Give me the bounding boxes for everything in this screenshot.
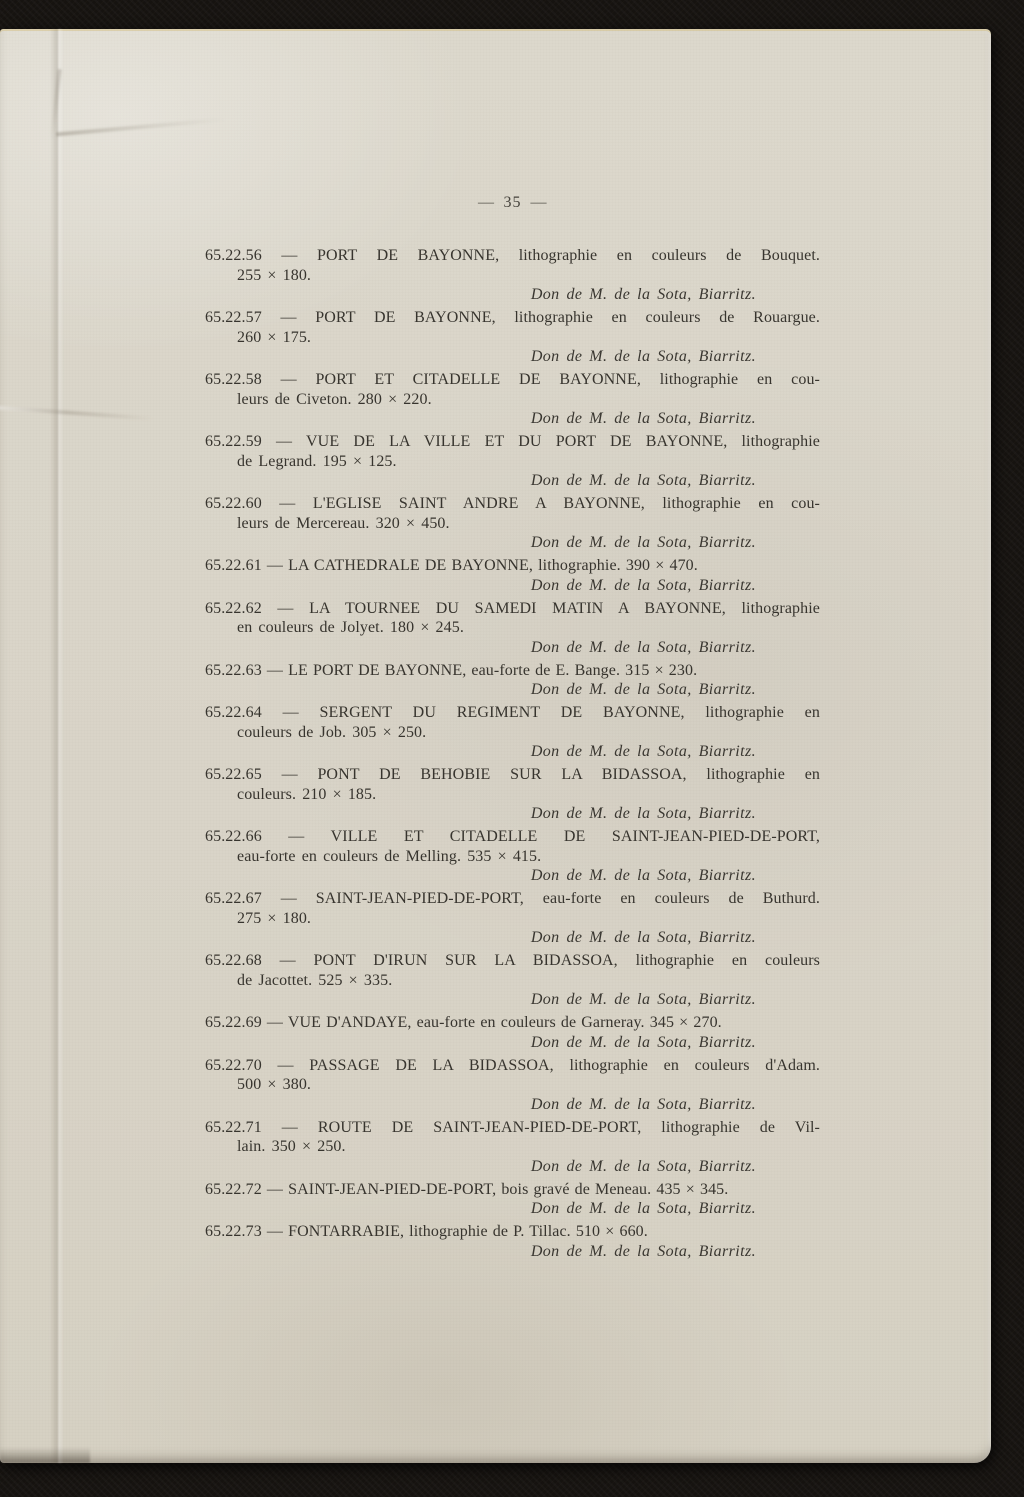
catalog-entry (205, 1222, 820, 1261)
entry-description: LE PORT DE BAYONNE, eau-forte de E. Bange. 315 × 230. (288, 661, 698, 679)
entry-credit: Don de M. de la Sota, Biarritz. (530, 1200, 756, 1217)
entry-number: 65.22.67 (205, 890, 262, 907)
entry-separator: — (261, 890, 316, 907)
entry-description: PORT DE BAYONNE, lithographie en couleurs de Rouargue. (315, 309, 820, 326)
entry-credit: Don de M. de la Sota, Biarritz. (530, 1242, 756, 1260)
entry-continuation-line: en couleurs de Jolyet. 180 × 245. (237, 619, 464, 636)
entry-number: 65.22.71 (205, 1118, 262, 1136)
entry-separator: — (261, 1118, 318, 1136)
entry-continuation-line: 500 × 380. (237, 1076, 312, 1093)
entry-first-line (205, 661, 820, 681)
entry-separator: — (261, 557, 289, 574)
entry-separator: — (261, 766, 318, 783)
entry-number: 65.22.56 (205, 247, 262, 264)
entry-credit: Don de M. de la Sota, Biarritz. (530, 929, 756, 946)
catalog-entry (205, 432, 820, 491)
entry-separator: — (261, 433, 307, 450)
entry-number: 65.22.57 (205, 309, 262, 326)
entry-credit: Don de M. de la Sota, Biarritz. (530, 743, 756, 760)
entry-description: L'EGLISE SAINT ANDRE A BAYONNE, lithographie en cou- (312, 495, 820, 512)
entry-first-line (205, 1013, 820, 1033)
entry-separator: — (261, 1180, 289, 1198)
entry-description: PASSAGE DE LA BIDASSOA, lithographie en couleurs d'Adam. (309, 1056, 820, 1074)
entry-first-line (205, 599, 820, 619)
catalog-entry (205, 370, 820, 429)
entry-credit: Don de M. de la Sota, Biarritz. (530, 1095, 756, 1113)
entry-separator: — (261, 309, 316, 326)
entry-first-line (205, 556, 820, 576)
entry-number: 65.22.61 (205, 557, 262, 574)
paper-crease-diagonal-middle (0, 405, 154, 420)
entry-separator: — (261, 704, 320, 721)
entry-number: 65.22.63 (205, 661, 262, 679)
entry-continuation-line: leurs de Mercereau. 320 × 450. (237, 514, 450, 532)
header-dash-left: — (478, 194, 495, 211)
entry-description: SERGENT DU REGIMENT DE BAYONNE, lithographie en (319, 704, 820, 721)
paper-crease-vertical (50, 29, 64, 1463)
entry-number: 65.22.59 (205, 433, 262, 450)
entry-number: 65.22.69 (205, 1014, 262, 1031)
entry-continuation-line: leurs de Civeton. 280 × 220. (237, 390, 432, 408)
entry-first-line (205, 1056, 820, 1076)
entry-credit: Don de M. de la Sota, Biarritz. (530, 576, 756, 594)
entry-description: LA CATHEDRALE DE BAYONNE, lithographie. 390 × 470. (288, 557, 698, 574)
entry-description: PONT D'IRUN SUR LA BIDASSOA, lithographie en couleurs (313, 952, 820, 969)
entry-first-line (205, 1222, 820, 1242)
entry-continuation-line: couleurs de Job. 305 × 250. (237, 723, 427, 741)
entry-continuation-line: de Jacottet. 525 × 335. (237, 971, 393, 989)
catalog-entry (205, 889, 820, 948)
entry-description: VILLE ET CITADELLE DE SAINT-JEAN-PIED-DE-PORT, (330, 828, 820, 845)
entry-description: PONT DE BEHOBIE SUR LA BIDASSOA, lithographie en (317, 766, 820, 783)
entry-continuation-line: 255 × 180. (237, 266, 312, 284)
entry-credit: Don de M. de la Sota, Biarritz. (530, 805, 756, 822)
page-stack-edge (980, 31, 991, 1457)
header-dash-right: — (530, 194, 547, 211)
entry-credit: Don de M. de la Sota, Biarritz. (530, 1033, 756, 1051)
entry-number: 65.22.70 (205, 1056, 262, 1074)
entry-separator: — (261, 495, 313, 512)
entry-first-line (205, 1118, 820, 1138)
entry-credit: Don de M. de la Sota, Biarritz. (530, 991, 756, 1008)
entry-first-line (205, 494, 820, 514)
catalog-entries (205, 246, 820, 1261)
entry-separator: — (261, 1014, 288, 1031)
entry-number: 65.22.68 (205, 952, 262, 969)
entry-description: SAINT-JEAN-PIED-DE-PORT, bois gravé de Meneau. 435 × 345. (288, 1180, 729, 1198)
entry-first-line (205, 703, 820, 723)
entry-continuation-line: lain. 350 × 250. (237, 1138, 346, 1155)
entry-separator: — (261, 247, 317, 264)
entry-continuation-line: de Legrand. 195 × 125. (237, 452, 397, 470)
entry-credit: Don de M. de la Sota, Biarritz. (530, 472, 756, 489)
catalog-entry (205, 1056, 820, 1115)
entry-first-line (205, 889, 820, 909)
entry-continuation-line: couleurs. 210 × 185. (237, 785, 377, 803)
entry-first-line (205, 1180, 820, 1200)
catalog-entry (205, 1013, 820, 1052)
page-bottom-shadow (0, 1447, 90, 1463)
entry-separator: — (261, 661, 289, 679)
entry-separator: — (261, 371, 316, 388)
entry-credit: Don de M. de la Sota, Biarritz. (530, 638, 756, 656)
entry-number: 65.22.73 (205, 1223, 262, 1240)
entry-description: FONTARRABIE, lithographie de P. Tillac. 510 × 660. (288, 1223, 648, 1240)
entry-description: ROUTE DE SAINT-JEAN-PIED-DE-PORT, lithographie de Vil- (317, 1118, 820, 1136)
entry-number: 65.22.58 (205, 371, 262, 388)
catalog-entry (205, 556, 820, 595)
catalog-entry (205, 703, 820, 762)
page-number-header (205, 193, 820, 213)
entry-number: 65.22.60 (205, 495, 262, 512)
entry-first-line (205, 370, 820, 390)
catalog-entry (205, 599, 820, 658)
entry-number: 65.22.66 (205, 828, 262, 845)
entry-credit: Don de M. de la Sota, Biarritz. (530, 534, 756, 551)
entry-separator: — (261, 1056, 310, 1074)
entry-first-line (205, 765, 820, 785)
catalog-entry (205, 246, 820, 305)
catalog-entry (205, 1180, 820, 1219)
entry-separator: — (261, 599, 310, 617)
entry-separator: — (261, 828, 331, 845)
entry-description: SAINT-JEAN-PIED-DE-PORT, eau-forte en couleurs de Buthurd. (315, 890, 820, 907)
entry-credit: Don de M. de la Sota, Biarritz. (530, 681, 756, 698)
entry-credit: Don de M. de la Sota, Biarritz. (530, 410, 756, 427)
entry-first-line (205, 951, 820, 971)
entry-credit: Don de M. de la Sota, Biarritz. (530, 348, 756, 365)
entry-number: 65.22.72 (205, 1180, 262, 1198)
entry-description: PORT ET CITADELLE DE BAYONNE, lithographie en cou- (315, 371, 820, 388)
page-number: 35 (503, 194, 522, 211)
catalog-entry (205, 308, 820, 367)
page-content (205, 193, 820, 1265)
catalog-entry (205, 494, 820, 553)
entry-separator: — (261, 952, 314, 969)
entry-description: VUE D'ANDAYE, eau-forte en couleurs de Garneray. 345 × 270. (287, 1014, 722, 1031)
catalog-entry (205, 827, 820, 886)
entry-credit: Don de M. de la Sota, Biarritz. (530, 286, 756, 303)
catalog-entry (205, 1118, 820, 1177)
catalog-entry (205, 951, 820, 1010)
catalog-entry (205, 765, 820, 824)
paper-crease-diagonal-top (56, 118, 226, 137)
entry-first-line (205, 827, 820, 847)
entry-number: 65.22.64 (205, 704, 262, 721)
entry-description: PORT DE BAYONNE, lithographie en couleurs de Bouquet. (316, 247, 820, 264)
entry-number: 65.22.65 (205, 766, 262, 783)
catalog-entry (205, 661, 820, 700)
entry-separator: — (261, 1223, 289, 1240)
entry-number: 65.22.62 (205, 599, 262, 617)
entry-description: VUE DE LA VILLE ET DU PORT DE BAYONNE, lithographie (306, 433, 821, 450)
entry-continuation-line: 260 × 175. (237, 328, 312, 346)
entry-first-line (205, 246, 820, 266)
entry-first-line (205, 432, 820, 452)
entry-description: LA TOURNEE DU SAMEDI MATIN A BAYONNE, lithographie (309, 599, 820, 617)
entry-first-line (205, 308, 820, 328)
entry-credit: Don de M. de la Sota, Biarritz. (530, 1157, 756, 1175)
book-page (0, 29, 991, 1463)
entry-credit: Don de M. de la Sota, Biarritz. (530, 867, 756, 884)
entry-continuation-line: eau-forte en couleurs de Melling. 535 × 415. (237, 847, 542, 865)
entry-continuation-line: 275 × 180. (237, 909, 312, 927)
